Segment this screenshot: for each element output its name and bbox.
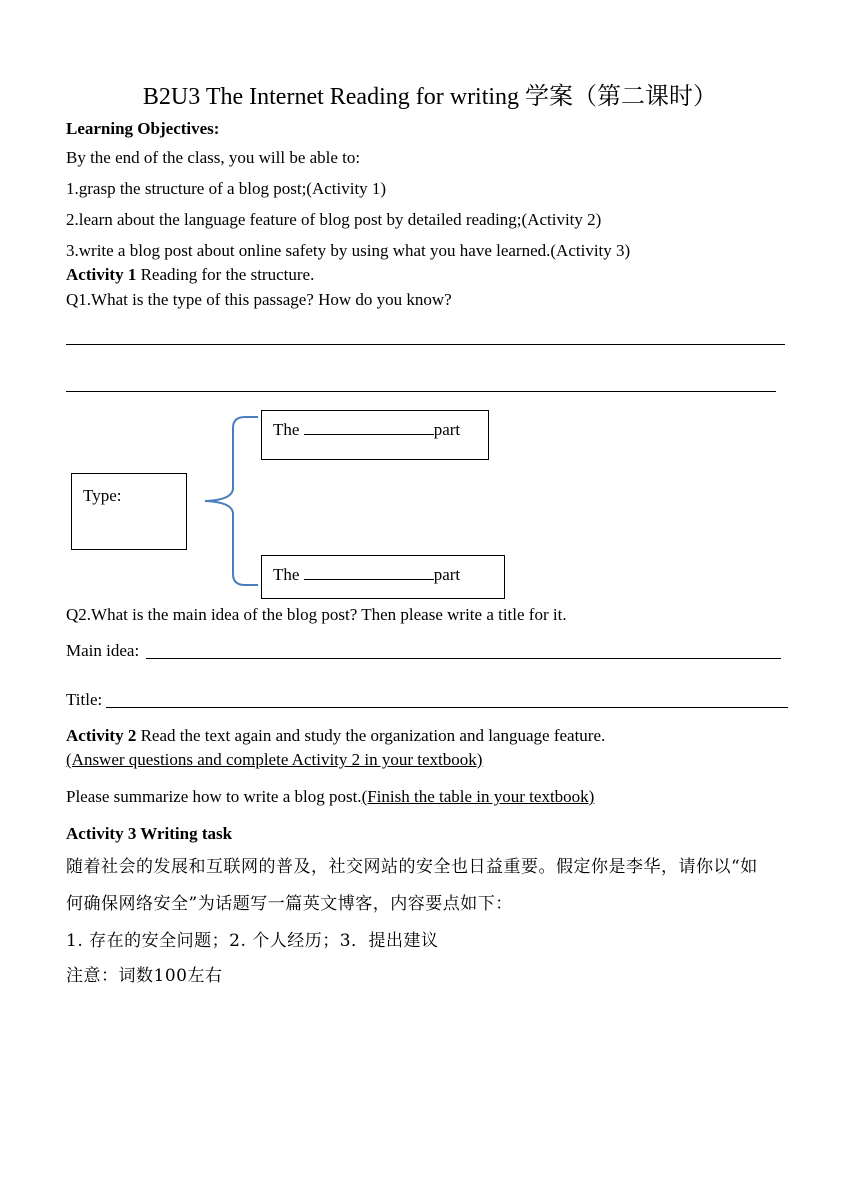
activity1-label: Activity 1	[66, 265, 137, 284]
activity2-note: (Answer questions and complete Activity 2 in your textbook)	[66, 750, 483, 769]
activity3-line-1: 随着社会的发展和互联网的普及，社交网站的安全也日益重要。假定你是李华，请你以“如	[66, 857, 758, 877]
question-2: Q2.What is the main idea of the blog post? Then please write a title for it.	[66, 605, 567, 624]
activity3-heading: Activity 3 Writing task	[66, 824, 233, 843]
objective-item-1: 1.grasp the structure of a blog post;(Activity 1)	[66, 179, 387, 198]
bottom-part-box[interactable]	[261, 555, 505, 599]
brace-icon	[200, 412, 262, 590]
activity2-text: Read the text again and study the organization and language feature.	[136, 726, 606, 745]
top-part-box[interactable]	[261, 410, 489, 460]
activity3-line-4: 注意：词数100左右	[66, 966, 223, 986]
top-part-blank[interactable]	[304, 420, 434, 435]
title-line[interactable]	[106, 707, 788, 708]
objective-item-2: 2.learn about the language feature of blog post by detailed reading;(Activity 2)	[66, 210, 602, 229]
bottom-part-blank[interactable]	[304, 565, 434, 580]
type-box[interactable]	[71, 473, 187, 550]
bottom-part-label: The part	[273, 565, 461, 584]
page-title: B2U3 The Internet Reading for writing 学案（第二课时）	[142, 84, 718, 110]
activity3-line-3: 1. 存在的安全问题；2. 个人经历；3．提出建议	[66, 931, 439, 951]
answer-line-2[interactable]	[66, 391, 776, 392]
main-idea-line[interactable]	[146, 658, 781, 659]
top-part-label: The part	[273, 420, 461, 439]
activity2-heading	[66, 726, 605, 746]
activity2-label: Activity 2	[66, 726, 137, 745]
answer-line-1[interactable]	[66, 344, 785, 345]
activity1-heading	[66, 265, 314, 285]
question-1: Q1.What is the type of this passage? How do you know?	[66, 290, 452, 309]
activity3-line-2: 何确保网络安全”为话题写一篇英文博客，内容要点如下：	[66, 894, 513, 914]
objective-item-3: 3.write a blog post about online safety by using what you have learned.(Activity 3)	[66, 241, 631, 260]
title-label: Title:	[66, 690, 103, 709]
activity1-text: Reading for the structure.	[136, 265, 315, 284]
activity2-summary: Please summarize how to write a blog post.(Finish the table in your textbook)	[66, 787, 595, 806]
objectives-intro: By the end of the class, you will be able to:	[66, 148, 361, 167]
activity2-summary-note: (Finish the table in your textbook)	[361, 787, 595, 806]
type-label: Type:	[83, 486, 122, 505]
objectives-heading: Learning Objectives:	[66, 119, 220, 138]
main-idea-label: Main idea:	[66, 641, 140, 660]
